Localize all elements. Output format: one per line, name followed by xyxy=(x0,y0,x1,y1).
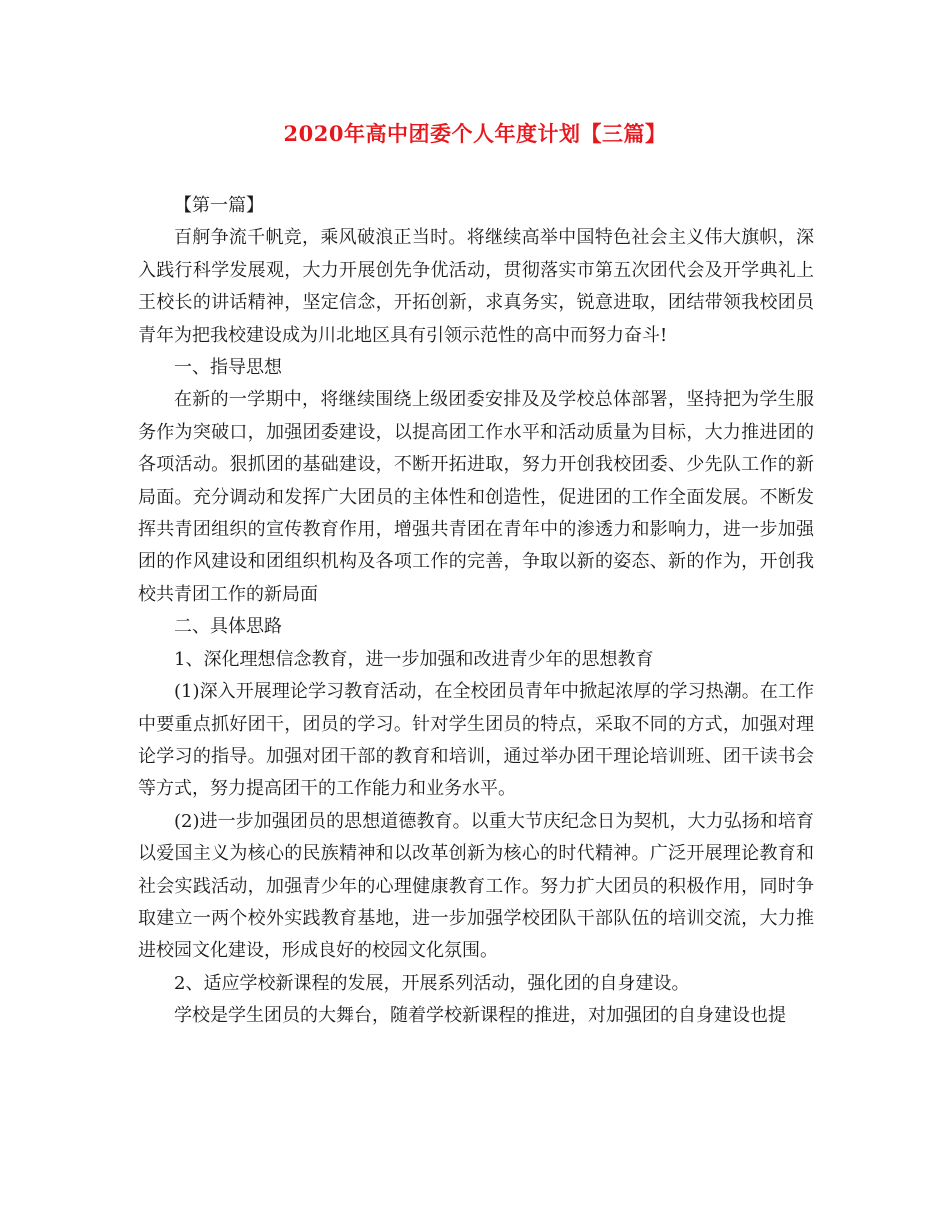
document-body xyxy=(138,190,814,1033)
subheading-item-2: 2、适应学校新课程的发展，开展系列活动，强化团的自身建设。 xyxy=(174,972,690,994)
item-2-paragraph: 学校是学生团员的大舞台，随着学校新课程的推进，对加强团的自身建设也提 xyxy=(174,1005,786,1027)
item-1-point-2-paragraph: (2)进一步加强团员的思想道德教育。以重大节庆纪念日为契机，大力弘扬和培育以爱国主义为核心的民族精神和以改革创新为核心的时代精神。广泛开展理论教育和社会实践活动，加强青少年的心理健康教育工作。努力扩大团员的积极作用，同时争取建立一两个校外实践教育基地，进一步加强学校团队干部队伍的培训交流，大力推进校园文化建设，形成良好的校园文化氛围。 xyxy=(138,810,814,962)
guiding-thought-paragraph: 在新的一学期中，将继续围绕上级团委安排及及学校总体部署，坚持把为学生服务作为突破口，加强团委建设，以提高团工作水平和活动质量为目标，大力推进团的各项活动。狠抓团的基础建设，不断开拓进取，努力开创我校团委、少先队工作的新局面。充分调动和发挥广大团员的主体性和创造性，促进团的工作全面发展。不断发挥共青团组织的宣传教育作用，增强共青团在青年中的渗透力和影响力，进一步加强团的作风建设和团组织机构及各项工作的完善，争取以新的姿态、新的作为，开创我校共青团工作的新局面 xyxy=(138,389,814,605)
subheading-item-1: 1、深化理想信念教育，进一步加强和改进青少年的思想教育 xyxy=(174,648,654,670)
section-heading-first: 【第一篇】 xyxy=(174,195,264,216)
document-title: 2020年高中团委个人年度计划【三篇】 xyxy=(283,121,667,146)
heading-specific-ideas: 二、具体思路 xyxy=(174,616,282,638)
intro-paragraph: 百舸争流千帆竞，乘风破浪正当时。将继续高举中国特色社会主义伟大旗帜，深入践行科学发展观，大力开展创先争优活动，贯彻落实市第五次团代会及开学典礼上王校长的讲话精神，坚定信念，开拓创新，求真务实，锐意进取，团结带领我校团员青年为把我校建设成为川北地区具有引领示范性的高中而努力奋斗! xyxy=(138,227,814,346)
item-1-point-1-paragraph: (1)深入开展理论学习教育活动，在全校团员青年中掀起浓厚的学习热潮。在工作中要重点抓好团干，团员的学习。针对学生团员的特点，采取不同的方式，加强对理论学习的指导。加强对团干部的教育和培训，通过举办团干理论培训班、团干读书会等方式，努力提高团干的工作能力和业务水平。 xyxy=(138,681,814,800)
heading-guiding-thought: 一、指导思想 xyxy=(174,357,282,379)
